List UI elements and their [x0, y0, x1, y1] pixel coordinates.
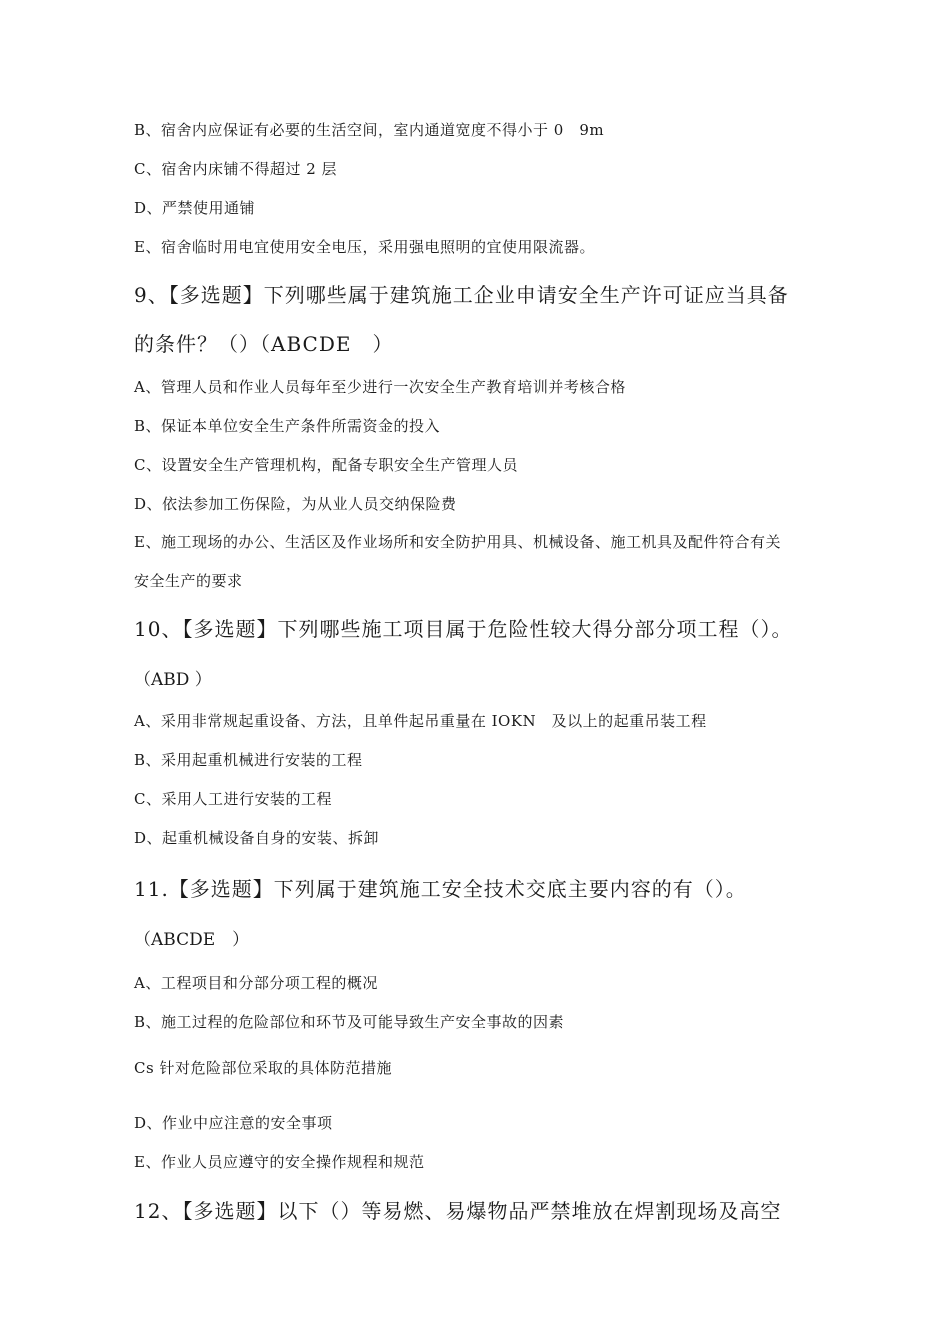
- q8-option-e: E、宿舍临时用电宜使用安全电压，采用强电照明的宜使用限流器。: [134, 238, 595, 256]
- q9-option-e-cont: 安全生产的要求: [134, 572, 243, 590]
- q11-answer: （ABCDE ）: [134, 930, 250, 950]
- q10-option-c: C、采用人工进行安装的工程: [134, 790, 332, 808]
- q9-title-line2: 的条件？（）（ABCDE ）: [134, 332, 394, 356]
- q11-option-d: D、作业中应注意的安全事项: [134, 1114, 333, 1132]
- q9-option-b: B、保证本单位安全生产条件所需资金的投入: [134, 417, 441, 435]
- q10-title: 10、【多选题】下列哪些施工项目属于危险性较大得分部分项工程（）。: [134, 617, 793, 641]
- q8-option-b: B、宿舍内应保证有必要的生活空间，室内通道宽度不得小于 0 9m: [134, 121, 605, 139]
- q8-option-d: D、严禁使用通铺: [134, 199, 256, 217]
- q10-option-b: B、采用起重机械进行安装的工程: [134, 751, 363, 769]
- q10-option-d: D、起重机械设备自身的安装、拆卸: [134, 829, 380, 847]
- q9-option-d: D、依法参加工伤保险，为从业人员交纳保险费: [134, 495, 457, 513]
- q12-title: 12、【多选题】以下（）等易燃、易爆物品严禁堆放在焊割现场及高空: [134, 1199, 782, 1223]
- q9-option-e: E、施工现场的办公、生活区及作业场所和安全防护用具、机械设备、施工机具及配件符合有关: [134, 533, 781, 551]
- q11-option-e: E、作业人员应遵守的安全操作规程和规范: [134, 1153, 425, 1171]
- q11-option-c: Cs 针对危险部位采取的具体防范措施: [134, 1059, 392, 1077]
- q10-option-a: A、采用非常规起重设备、方法，且单件起吊重量在 IOKN 及以上的起重吊装工程: [134, 712, 707, 730]
- q9-option-a: A、管理人员和作业人员每年至少进行一次安全生产教育培训并考核合格: [134, 378, 626, 396]
- q9-title-line1: 9、【多选题】下列哪些属于建筑施工企业申请安全生产许可证应当具备: [134, 283, 789, 307]
- q11-option-b: B、施工过程的危险部位和环节及可能导致生产安全事故的因素: [134, 1013, 565, 1031]
- q11-option-a: A、工程项目和分部分项工程的概况: [134, 974, 378, 992]
- q11-title: 11.【多选题】下列属于建筑施工安全技术交底主要内容的有（）。: [134, 877, 747, 901]
- q10-answer: （ABD ）: [134, 670, 212, 690]
- q8-option-c: C、宿舍内床铺不得超过 2 层: [134, 160, 338, 178]
- q9-option-c: C、设置安全生产管理机构，配备专职安全生产管理人员: [134, 456, 518, 474]
